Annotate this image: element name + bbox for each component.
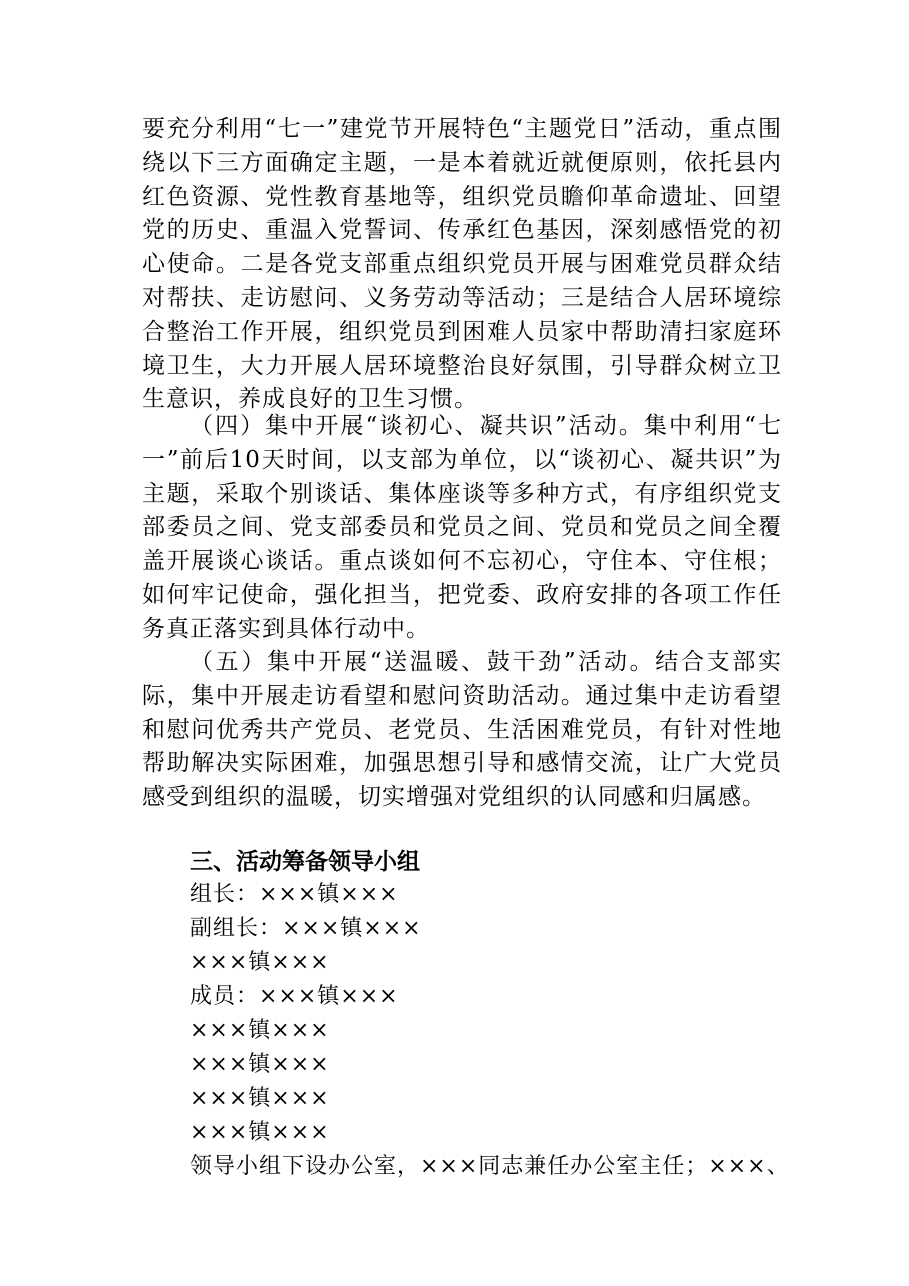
line-deputy-leader-2: ×××镇××× <box>190 950 330 975</box>
line-deputy-leader: 副组长：×××镇××× <box>190 916 422 941</box>
line-member-2: ×××镇××× <box>190 1018 330 1043</box>
section-heading: 三、活动筹备领导小组 <box>190 849 420 875</box>
line-member-4: ×××镇××× <box>190 1086 330 1111</box>
paragraph-talk-activity: （四）集中开展“谈初心、凝共识”活动。集中利用“七一”前后10天时间，以支部为单位，以“谈初心、凝共识”为主题，采取个别谈话、集体座谈等多种方式，有序组织党支部委员之间、党支部委员和党员之间、党员和党员之间全覆盖开展谈心谈话。重点谈如何不忘初心，守住本、守住根；如何牢记使命，强化担当，把党委、政府安排的各项工作任务真正落实到具体行动中。 <box>142 413 782 642</box>
paragraph-warmth-activity: （五）集中开展“送温暖、鼓干劲”活动。结合支部实际，集中开展走访看望和慰问资助活动。通过集中走访看望和慰问优秀共产党员、老党员、生活困难党员，有针对性地帮助解决实际困难，加强思想引导和感情交流，让广大党员感受到组织的温暖，切实增强对党组织的认同感和归属感。 <box>142 649 782 811</box>
line-members: 成员：×××镇××× <box>190 984 399 1009</box>
line-office-setup: 领导小组下设办公室，×××同志兼任办公室主任；×××、 <box>190 1154 790 1179</box>
line-member-5: ×××镇××× <box>190 1120 330 1145</box>
paragraph-theme-day: 要充分利用“七一”建党节开展特色“主题党日”活动，重点围绕以下三方面确定主题，一是本着就近就便原则，依托县内红色资源、党性教育基地等，组织党员瞻仰革命遗址、回望党的历史、重温入党誓词、传承红色基因，深刻感悟党的初心使命。二是各党支部重点组织党员开展与困难党员群众结对帮扶、走访慰问、义务劳动等活动；三是结合人居环境综合整治工作开展，组织党员到困难人员家中帮助清扫家庭环境卫生，大力开展人居环境整治良好氛围，引导群众树立卫生意识，养成良好的卫生习惯。 <box>142 116 782 413</box>
line-group-leader: 组长：×××镇××× <box>190 882 399 907</box>
line-member-3: ×××镇××× <box>190 1052 330 1077</box>
